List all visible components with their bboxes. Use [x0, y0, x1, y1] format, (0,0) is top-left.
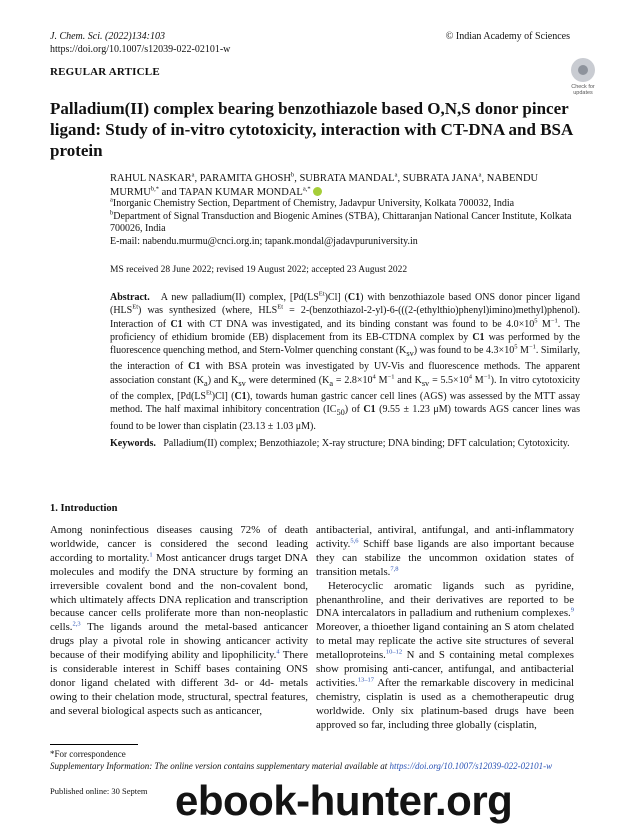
correspondence-note: *For correspondence [50, 749, 126, 759]
affiliation-b: $^b$Department of Signal Transduction and Biogenic Amines (STBA), Chittaranjan National Cancer Institute, Kolkata 700026, India [110, 209, 572, 234]
footnote-divider [50, 744, 138, 745]
author-affiliation-mark: a,* [302, 185, 311, 193]
author-separator: , [397, 173, 403, 184]
author-name: SUBRATA JANA [402, 173, 479, 184]
check-updates-label: Check for updates [571, 84, 595, 96]
doi-line[interactable]: https://doi.org/10.1007/s12039-022-02101-w [50, 44, 231, 55]
footnotes [50, 749, 580, 772]
journal-line: J. Chem. Sci. (2022)134:103 [50, 31, 165, 42]
manuscript-dates: MS received 28 June 2022; revised 19 August 2022; accepted 23 August 2022 [110, 265, 408, 275]
author-affiliation-mark: b,* [150, 185, 159, 193]
watermark: ebook-hunter.org [175, 777, 513, 824]
supplementary-link[interactable]: https://doi.org/10.1007/s12039-022-02101-w [389, 760, 553, 771]
published-date: Published online: 30 Septem [50, 786, 148, 796]
author-affiliation-mark: a [191, 171, 195, 179]
body-column-right: antibacterial, antiviral, antifungal, and anti-inflammatory activity.$^{5,6}$ Schiff base ligands are also important because they can stabilize the uncommon oxidation states of transition metals.$^{7,8}$ Heterocyclic aromatic ligands such as pyridine, phenanthroline, and their derivatives are reported to be DNA intercalators in palladium and ruthenium complexes.$^9$ Moreover, a thioether ligand containing an S atom chelated to metal may replicate the active site structures of several metalloproteins.$^{10-12}$ N and S containing metal complexes show promising anti-cancer, antifungal, and antibacterial activities.$^{13-17}$ After the remarkable discovery in medicinal chemistry, cisplatin is used as a chemotherapeutic drug worldwide. Only six platinum-based drugs have been approved so far, including three globally (cisplatin, [316, 524, 574, 731]
author-name: NABENDU MURMU [110, 173, 539, 198]
publisher-name: © Indian Academy of Sciences [445, 31, 570, 42]
keywords-text: Palladium(II) complex; Benzothiazole; X-ray structure; DNA binding; DFT calculation; Cytotoxicity. [163, 438, 570, 449]
journal-citation [50, 30, 230, 56]
body-column-left: Among noninfectious diseases causing 72% of death worldwide, cancer is considered the second leading according to mortality.$^1$ Most anticancer drugs target DNA molecules and modify the DNA structure by forming an irreversible covalent bond and the non-covalent bond, which ultimately affects DNA replication and transcription because cancer cells proliferate more than non-neoplastic cells.$^{2,3}$ The ligands around the metal-based anticancer drugs play a pivotal role in showing anticancer activity because of their modifying ability and lipophilicity.$^4$ There is considerable interest in Schiff bases containing ONS donor ligand chelated with different 3d- or 4d- metals owing to their chelation mode, structural, spectral features, and several biological aspects such as anticancer, [50, 524, 308, 717]
article-type: REGULAR ARTICLE [50, 66, 160, 78]
author-separator: , [481, 173, 487, 184]
affiliation-a: $^a$Inorganic Chemistry Section, Department of Chemistry, Jadavpur University, Kolkata 700032, India [110, 196, 515, 209]
author-affiliation-mark: a [394, 171, 398, 179]
author-name: PARAMITA GHOSH [199, 173, 291, 184]
author-name: SUBRATA MANDAL [299, 173, 395, 184]
affiliations [110, 198, 580, 248]
article-title: Palladium(II) complex bearing benzothiazole based O,N,S donor pincer ligand: Study of in-vitro cytotoxicity, interaction with CT-DNA and BSA protein [50, 99, 573, 160]
author-list [110, 172, 580, 200]
author-affiliation-mark: b [290, 171, 295, 179]
author-separator: , [194, 173, 200, 184]
author-affiliation-mark: a [478, 171, 482, 179]
section-heading: 1. Introduction [50, 503, 118, 514]
abstract: Abstract. A new palladium(II) complex, $[Pd(LS^{Et})Cl]$ (C1) with benzothiazole based ONS donor pincer ligand $(HLS^{Et})$ was synthesized (where, $HLS^{Et}$ = 2-(benzothiazol-2-yl)-6-(((2-(ethylthio)phenyl)imino)methyl)phenol). Interaction of C1 with CT DNA was investigated, and its binding constant was found to be $4.0\times 10^5$ $M^{-1}$. The proficiency of ethidium bromide (EB) displacement from its EB-CTDNA complex by C1 was performed by the fluorescence quenching method, and Stern-Volmer quenching constant $(K_{sv})$ was found to be $4.3\times 10^5$ $M^{-1}$. Similarly, the interaction of C1 with BSA protein was investigated by UV-Vis and fluorescence methods. The apparent association constant $(K_a)$ and $K_{sv}$ were determined ($K_a = 2.8\times 10^4$ $M^{-1}$ and $K_{sv} = 5.5\times 10^4$ $M^{-1}$). In vitro cytotoxicity of the complex, $[Pd(LS^{Et})Cl]$ (C1), towards human gastric cancer cell lines (AGS) was assessed by the MTT assay method. The half maximal inhibitory concentration $(IC_{50})$ of C1 (9.55 ± 1.23 μM) towards AGS cancer lines was found to be lower than cisplatin (23.13 ± 1.03 μM). [110, 290, 581, 432]
email-line[interactable]: E-mail: nabendu.murmu@cnci.org.in; tapank.mondal@jadavpuruniversity.in [110, 235, 418, 247]
keywords-label: Keywords. [110, 438, 156, 449]
author-name: RAHUL NASKAR [110, 173, 192, 184]
orcid-icon[interactable] [313, 187, 322, 196]
keywords-block [110, 437, 580, 450]
check-updates-icon [571, 58, 595, 82]
author-name: TAPAN KUMAR MONDAL [179, 187, 303, 198]
author-separator: , [294, 173, 300, 184]
abstract-label: Abstract. [110, 292, 150, 303]
author-separator: and [158, 187, 180, 198]
supplementary-note: Supplementary Information: The online version contains supplementary material available at https://doi.org/10.1007/s12039-022-02101-w [50, 760, 553, 771]
check-updates-badge[interactable] [566, 58, 600, 96]
